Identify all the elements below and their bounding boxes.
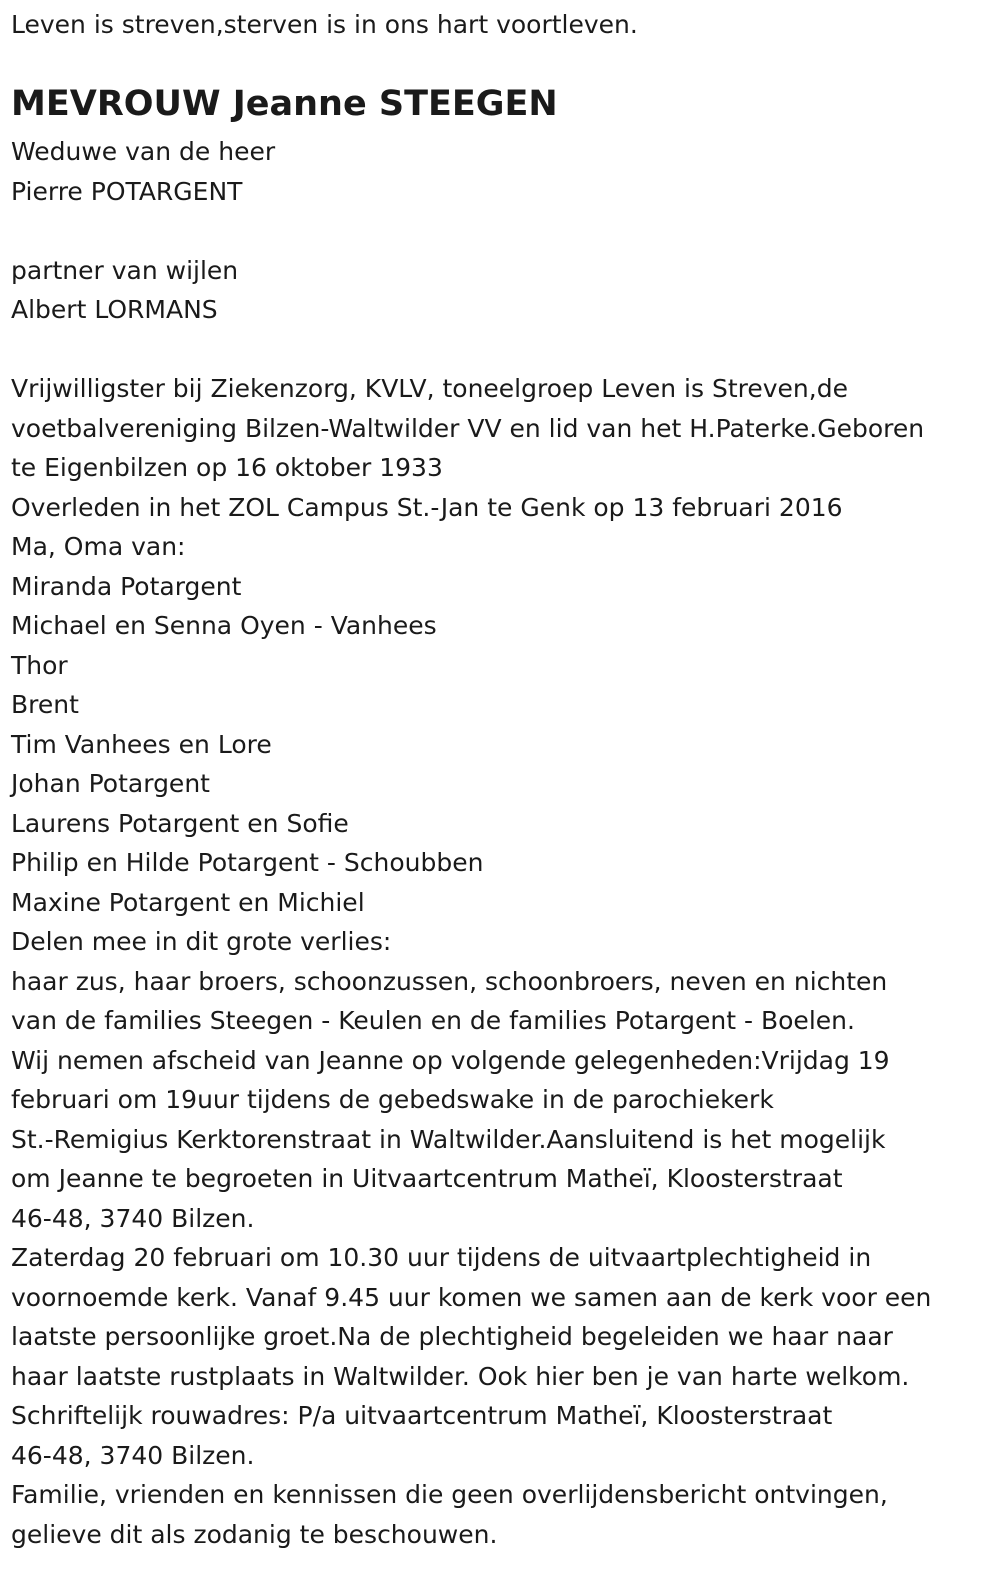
body-line: voetbalvereniging Bilzen-Waltwilder VV en lid van het H.Paterke.Geboren: [11, 413, 925, 443]
blank-line: [11, 211, 1000, 251]
body-line: Miranda Potargent: [11, 571, 242, 601]
blank-line: [11, 330, 1000, 370]
motto-line: Leven is streven,sterven is in ons hart voortleven.: [11, 10, 638, 39]
body-line: te Eigenbilzen op 16 oktober 1933: [11, 453, 443, 482]
spouse-relation-line: Weduwe van de heer: [11, 137, 276, 166]
obituary-body: [11, 369, 1000, 1554]
body-line: voornoemde kerk. Vanaf 9.45 uur komen we samen aan de kerk voor een: [11, 1282, 932, 1312]
body-line: Brent: [11, 690, 79, 719]
partner-relation-line: partner van wijlen: [11, 255, 239, 285]
body-line: Thor: [11, 650, 68, 680]
body-line: haar laatste rustplaats in Waltwilder. Ook hier ben je van harte welkom.: [11, 1361, 910, 1391]
body-line: Vrijwilligster bij Ziekenzorg, KVLV, toneelgroep Leven is Streven,de: [11, 374, 848, 403]
body-line: St.-Remigius Kerktorenstraat in Waltwilder.Aansluitend is het mogelijk: [11, 1124, 886, 1154]
body-line: Delen mee in dit grote verlies:: [11, 927, 392, 956]
partner-name-line: Albert LORMANS: [11, 295, 218, 324]
spouse-block: [11, 132, 1000, 211]
spouse-name-line: Pierre POTARGENT: [11, 176, 243, 206]
partner-block: [11, 251, 1000, 330]
body-line: februari om 19uur tijdens de gebedswake in de parochiekerk: [11, 1085, 774, 1114]
body-line: Familie, vrienden en kennissen die geen overlijdensbericht ontvingen,: [11, 1480, 888, 1509]
body-line: Johan Potargent: [11, 769, 210, 798]
body-line: 46-48, 3740 Bilzen.: [11, 1440, 255, 1470]
body-line: Philip en Hilde Potargent - Schoubben: [11, 848, 484, 877]
body-line: Maxine Potargent en Michiel: [11, 887, 365, 917]
body-line: Wij nemen afscheid van Jeanne op volgende gelegenheden:Vrijdag 19: [11, 1045, 890, 1075]
body-line: Schriftelijk rouwadres: P/a uitvaartcentrum Matheï, Kloosterstraat: [11, 1401, 833, 1430]
body-line: om Jeanne te begroeten in Uitvaartcentrum Matheï, Kloosterstraat: [11, 1164, 843, 1193]
body-line: haar zus, haar broers, schoonzussen, schoonbroers, neven en nichten: [11, 966, 888, 996]
body-line: gelieve dit als zodanig te beschouwen.: [11, 1519, 498, 1549]
body-line: laatste persoonlijke groet.Na de plechtigheid begeleiden we haar naar: [11, 1322, 893, 1351]
body-line: Michael en Senna Oyen - Vanhees: [11, 611, 437, 640]
body-line: Overleden in het ZOL Campus St.-Jan te Genk op 13 februari 2016: [11, 492, 843, 522]
body-line: Laurens Potargent en Sofie: [11, 808, 349, 838]
body-line: Zaterdag 20 februari om 10.30 uur tijdens de uitvaartplechtigheid in: [11, 1243, 872, 1272]
body-line: 46-48, 3740 Bilzen.: [11, 1203, 255, 1233]
deceased-name: MEVROUW Jeanne STEEGEN: [11, 84, 558, 124]
body-line: Tim Vanhees en Lore: [11, 729, 272, 759]
body-line: Ma, Oma van:: [11, 532, 186, 561]
body-line: van de families Steegen - Keulen en de families Potargent - Boelen.: [11, 1006, 855, 1035]
